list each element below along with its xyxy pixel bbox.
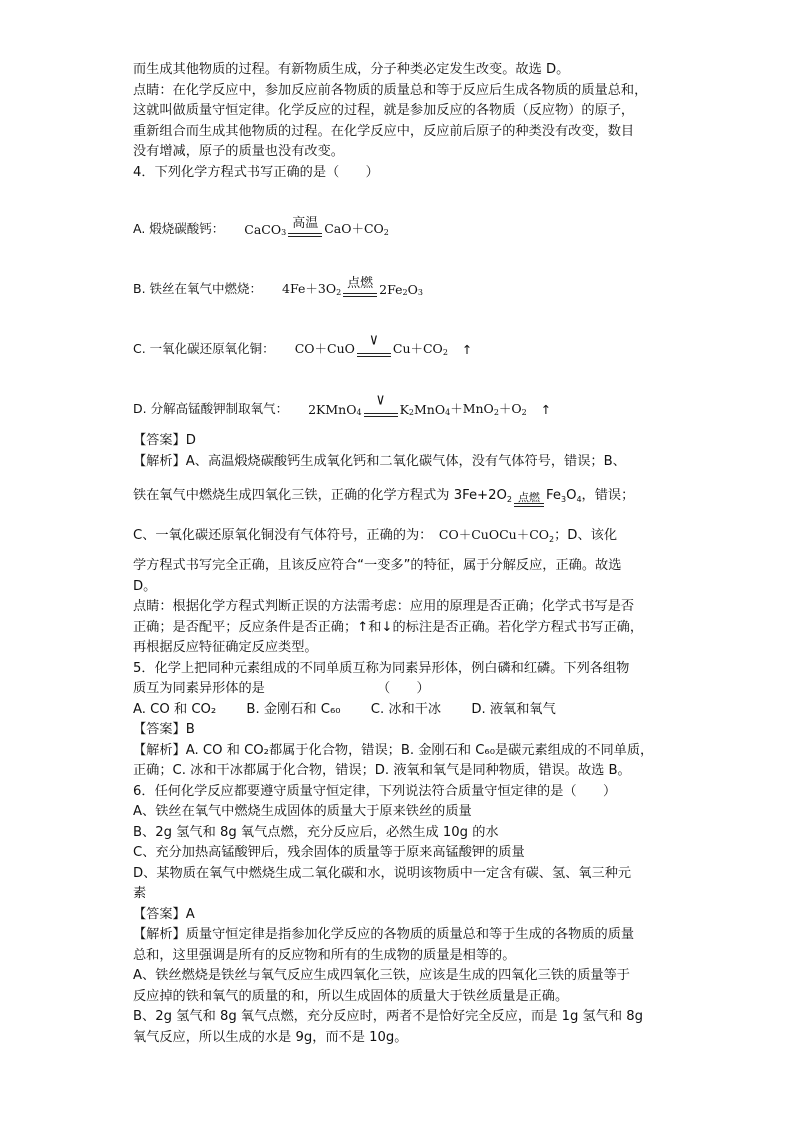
explanation-line: 【解析】A. CO 和 CO₂都属于化合物，错误；B. 金刚石和 C₆₀是碳元素组成的不同单质， <box>133 742 654 758</box>
explanation-line: C、一氧化碳还原氧化铜没有气体符号，正确的为： $CO+CuOCu+CO_2$；D、该化 <box>133 526 618 544</box>
equation: CaCO $_3$ 高温 CaO＋CO $_2$ <box>244 216 389 237</box>
answer-line: 【答案】A <box>133 906 195 922</box>
tip-line: 正确；是否配平；反应条件是否正确；↑和↓的标注是否正确。若化学方程式书写正确， <box>133 619 644 635</box>
q5-option-a: A. CO 和 CO₂ <box>133 701 217 717</box>
explanation-line: 正确；C. 冰和干冰都属于化合物，错误；D. 液氧和氧气是同种物质，错误。故选 B。 <box>133 763 631 778</box>
answer-line: 【答案】D <box>133 433 196 448</box>
question-5-stem: 质互为同素异形体的是 （ ） <box>133 681 430 696</box>
option-label: A. 煅烧碳酸钙： <box>133 221 225 236</box>
explanation-line: 学方程式书写完全正确，且该反应符合“一变多”的特征，属于分解反应，正确。故选 <box>133 558 622 573</box>
question-6-stem: 6．任何化学反应都要遵守质量守恒定律，下列说法符合质量守恒定律的是（ ） <box>133 783 617 799</box>
answer-line: 【答案】B <box>133 722 195 737</box>
reaction-condition: 点燃 <box>343 276 377 297</box>
equation: 4Fe＋3O $_2$ 点燃 2Fe $_2$ O $_3$ <box>282 276 423 297</box>
text-line: 而生成其他物质的过程。有新物质生成，分子种类必定发生改变。故选 D。 <box>133 62 570 77</box>
tip-line: 重新组合而生成其他物质的过程。在化学反应中，反应前后原子的种类没有改变，数目 <box>133 123 635 139</box>
reaction-condition: ∨ <box>364 391 398 417</box>
question-4-stem: 4．下列化学方程式书写正确的是（ ） <box>133 164 379 180</box>
question-5-stem: 5．化学上把同种元素组成的不同单质互称为同素异形体，例白磷和红磷。下列各组物 <box>133 660 630 676</box>
tip-line: 点睛：根据化学方程式判断正误的方法需考虑：应用的原理是否正确；化学式书写是否 <box>133 599 635 614</box>
explanation-line: 氧气反应，所以生成的水是 9g，而不是 10g。 <box>133 1029 408 1045</box>
q4-option-b <box>133 243 673 303</box>
gas-arrow: ↑ <box>540 402 552 417</box>
equation: CO＋CuO ∨ Cu＋CO $_2$ ↑ <box>294 331 473 357</box>
reaction-condition: 点燃 <box>514 492 544 507</box>
q4-option-d <box>133 363 673 423</box>
q6-option-b: B、2g 氢气和 8g 氧气点燃，充分反应后，必然生成 10g 的水 <box>133 824 499 840</box>
q6-option-d: 素 <box>133 886 147 901</box>
equation: 2KMnO $_4$ ∨ K $_2$ MnO $_4$ ＋MnO $_2$ ＋O $_2$ ↑ <box>308 391 552 417</box>
q6-option-a: A、铁丝在氧气中燃烧生成固体的质量大于原来铁丝的质量 <box>133 804 472 819</box>
q5-options <box>133 700 673 721</box>
q6-option-c: C、充分加热高锰酸钾后，残余固体的质量等于原来高锰酸钾的质量 <box>133 845 525 860</box>
tip-line: 没有增减，原子的质量也没有改变。 <box>133 144 344 159</box>
explanation-line: D。 <box>133 578 157 594</box>
option-label: B. 铁丝在氧气中燃烧： <box>133 281 263 296</box>
option-label: C. 一氧化碳还原氧化铜： <box>133 341 275 356</box>
option-label: D. 分解高锰酸钾制取氧气： <box>133 401 289 416</box>
explanation-line: 【解析】质量守恒定律是指参加化学反应的各物质的质量总和等于生成的各物质的质量 <box>133 927 635 942</box>
q5-option-c: C. 冰和干冰 <box>370 701 442 717</box>
q4-option-a <box>133 183 673 243</box>
tip-line: 这就叫做质量守恒定律。化学反应的过程，就是参加反应的各物质（反应物）的原子， <box>133 103 635 118</box>
explanation-line: 【解析】A、高温煅烧碳酸钙生成氧化钙和二氧化碳气体，没有气体符号，错误；B、 <box>133 453 626 469</box>
document-page <box>133 60 673 1048</box>
tip-line: 再根据反应特征确定反应类型。 <box>133 640 318 655</box>
q5-option-b: B. 金刚石和 C₆₀ <box>246 701 341 717</box>
explanation-line: B、2g 氢气和 8g 氧气点燃，充分反应时，两者不是恰好完全反应，而是 1g 氢气和 8g <box>133 1009 644 1024</box>
reaction-condition: ∨ <box>357 331 391 357</box>
reaction-condition: 高温 <box>288 216 322 237</box>
explanation-line: 铁在氧气中燃烧生成四氧化三铁，正确的化学方程式为 $3Fe+2O_2$ 点燃 $Fe_3O_4$，错误； <box>133 486 673 511</box>
explanation-line: A、铁丝燃烧是铁丝与氧气反应生成四氧化三铁，应该是生成的四氧化三铁的质量等于 <box>133 968 630 983</box>
explanation-line: 总和，这里强调是所有的反应物和所有的生成物的质量是相等的。 <box>133 947 516 963</box>
tip-line: 点睛：在化学反应中，参加反应前各物质的质量总和等于反应后生成各物质的质量总和， <box>133 82 648 98</box>
explanation-line: 反应掉的铁和氧气的质量的和，所以生成固体的质量大于铁丝质量是正确。 <box>133 988 569 1004</box>
q6-option-d: D、某物质在氧气中燃烧生成二氧化碳和水，说明该物质中一定含有碳、氢、氧三种元 <box>133 865 632 881</box>
q5-option-d: D. 液氧和氧气 <box>471 701 556 717</box>
gas-arrow: ↑ <box>461 342 473 357</box>
q4-option-c <box>133 303 673 363</box>
